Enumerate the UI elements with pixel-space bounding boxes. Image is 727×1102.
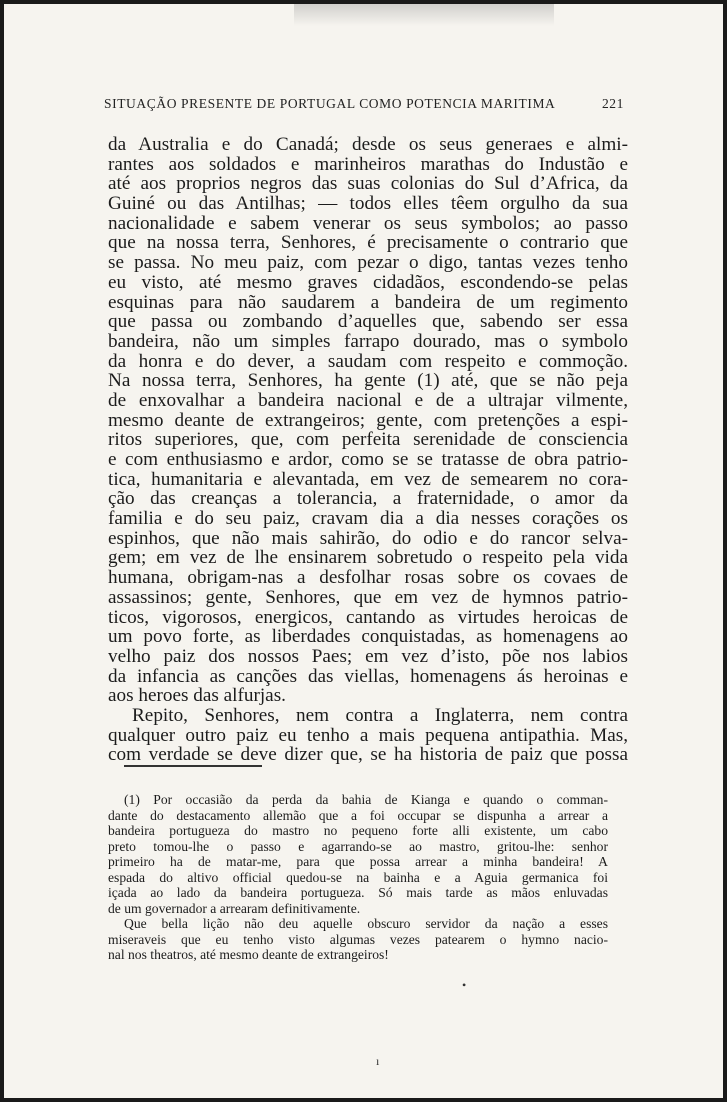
body-line: Na nossa terra, Senhores, ha gente (1) até, que se não peja: [108, 370, 628, 392]
running-head: [104, 96, 624, 112]
body-line: assassinos; gente, Senhores, que em vez de hymnos patrio-: [108, 586, 628, 608]
footnote-line: espada do altivo official quedou-se na bainha e a Aguia germanica foi: [108, 869, 608, 885]
body-line: familia e do seu paiz, cravam dia a dia nesses corações os: [108, 508, 628, 530]
body-line: tica, humanitaria e alevantada, em vez de semearem no cora-: [108, 468, 628, 490]
body-line: com verdade se deve dizer que, se ha historia de paiz que possa: [108, 744, 628, 766]
body-line: que passa ou zombando d’aquelles que, sabendo ser essa: [108, 311, 628, 333]
body-line: e com enthusiasmo e ardor, como se se tratasse de obra patrio-: [108, 449, 628, 470]
footnote-line: bandeira portugueza do mastro no pequeno forte alli existente, um cabo: [108, 823, 608, 838]
footnote-line: nal nos theatros, até mesmo deante de extrangeiros!: [108, 947, 389, 962]
body-line: mesmo deante de extrangeiros; gente, com pretenções a espi-: [108, 409, 628, 431]
body-line: de enxovalhar a bandeira nacional e de a ultrajar vilmente,: [108, 389, 628, 411]
body-line: ção das creanças a tolerancia, a fraternidade, o amor da: [108, 488, 628, 510]
body-line: Repito, Senhores, nem contra a Inglaterra, nem contra: [132, 704, 628, 726]
body-line: até aos proprios negros das suas colonias do Sul d’Africa, da: [108, 173, 628, 195]
body-line: qualquer outro paiz eu tenho a mais pequena antipathia. Mas,: [108, 724, 628, 746]
footnote-line: miseraveis que eu tenho visto algumas vezes patearem o hymno nacio-: [108, 931, 608, 947]
body-line: rantes aos soldados e marinheiros marathas do Industão e: [108, 153, 628, 175]
page-number: 221: [601, 96, 624, 111]
footnote-rule: [124, 765, 262, 767]
body-line: gem; em vez de lhe ensinarem sobretudo o respeito pela vida: [108, 547, 628, 569]
footnote-line: Que bella lição não deu aquelle obscuro servidor da nação a esses: [124, 916, 608, 931]
footnotes: [108, 792, 608, 963]
body-line: que na nossa terra, Senhores, é precisamente o contrario que: [108, 232, 628, 254]
ink-speck: ı: [376, 1054, 380, 1068]
footnote-line: de um governador a arrearam definitivamente.: [108, 900, 361, 916]
body-line: se passa. No meu paiz, com pezar o digo, tantas vezes tenho: [108, 252, 628, 274]
footnote-line: içada ao lado da bandeira portugueza. Só mais tarde as mãos enluvadas: [108, 885, 608, 900]
running-head-title: SITUAÇÃO PRESENTE DE PORTUGAL COMO POTENCIA MARITIMA: [104, 96, 556, 111]
body-line: humana, obrigam-nas a desfolhar rosas sobre os covaes de: [108, 567, 628, 589]
footnote-line: dante do destacamento allemão que a foi occupar se dispunha a arrear a: [108, 807, 608, 823]
book-page: [4, 4, 723, 1098]
body-text: [108, 135, 628, 765]
ink-speck: •: [462, 978, 467, 992]
scan-smudge: [294, 4, 554, 26]
footnote-line: (1) Por occasião da perda da bahia de Kianga e quando o comman-: [124, 792, 608, 807]
body-line: eu visto, até mesmo graves cidadãos, escondendo-se pelas: [108, 271, 628, 293]
body-line: da Australia e do Canadá; desde os seus generaes e almi-: [108, 134, 628, 155]
body-line: velho paiz dos nossos Paes; em vez d’isto, põe nos labios: [108, 645, 628, 667]
footnote-line: primeiro ha de matar-me, para que possa arrear a minha bandeira! A: [108, 854, 608, 869]
body-line: ritos superiores, que, com perfeita serenidade de consciencia: [108, 429, 628, 451]
body-line: espinhos, que não mais sahirão, do odio e do rancor selva-: [108, 527, 628, 549]
footnote-line: preto tomou-lhe o passo e agarrando-se ao mastro, gritou-lhe: senhor: [108, 838, 608, 854]
body-line: bandeira, não um simples farrapo dourado, mas o symbolo: [108, 330, 628, 352]
body-line: nacionalidade e sabem venerar os seus symbolos; ao passo: [108, 212, 628, 234]
body-line: Guiné ou das Antilhas; — todos elles têem orgulho da sua: [108, 193, 628, 215]
body-line: um povo forte, as liberdades conquistadas, as homenagens ao: [108, 626, 628, 648]
body-line: ticos, vigorosos, energicos, cantando as virtudes heroicas de: [108, 606, 628, 628]
body-line: esquinas para não saudarem a bandeira de um regimento: [108, 291, 628, 313]
body-line: da infancia as canções das viellas, homenagens ás heroinas e: [108, 665, 628, 687]
body-line: da honra e do dever, a saudam com respeito e commoção.: [108, 350, 628, 372]
body-line: aos heroes das alfurjas.: [108, 685, 286, 707]
